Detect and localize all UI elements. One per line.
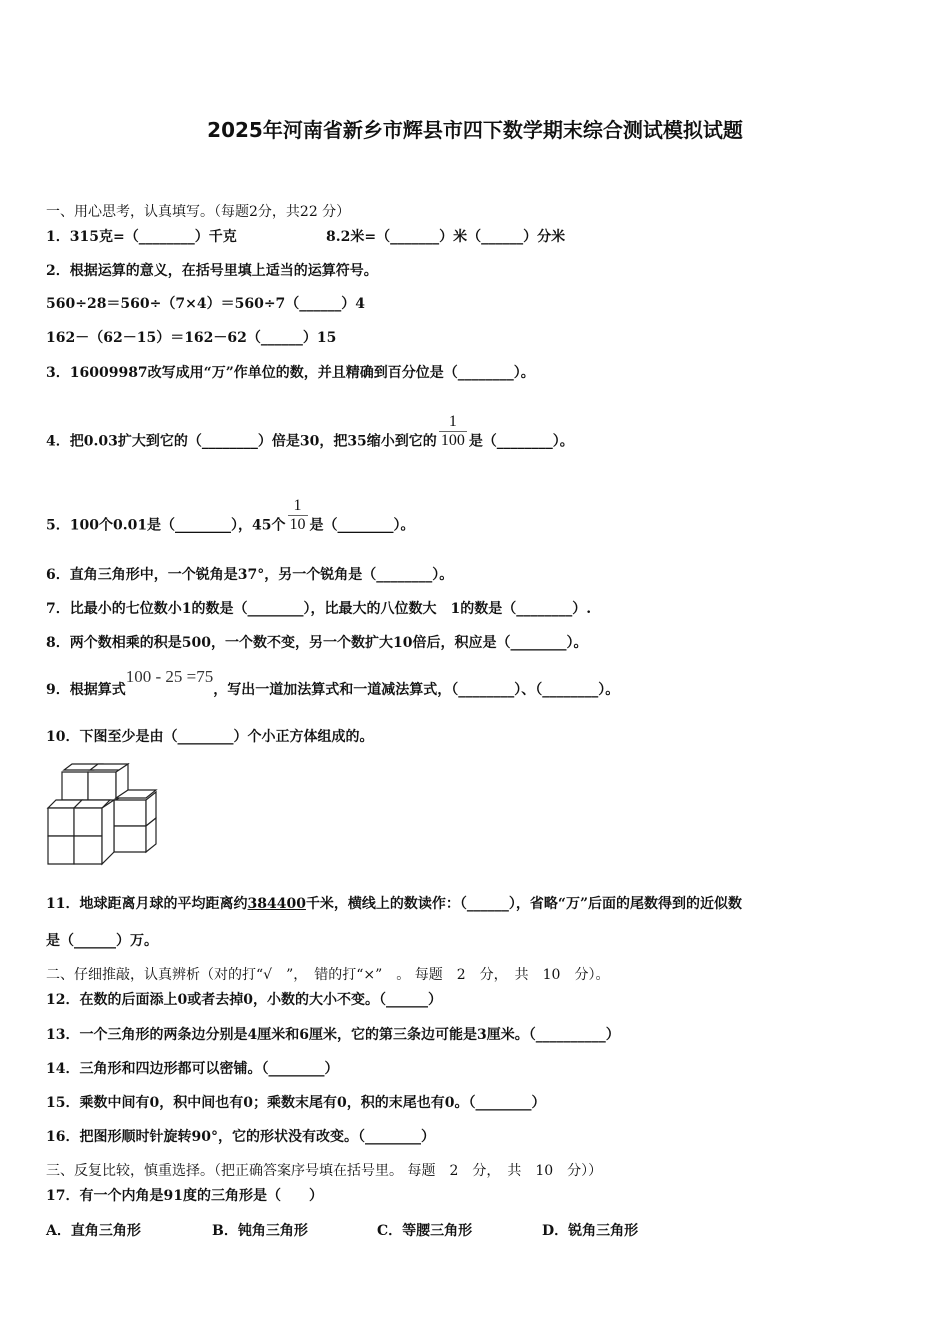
fraction-numerator: 1	[439, 413, 467, 432]
cube-front-face	[114, 826, 146, 852]
fraction-denominator: 10	[289, 516, 306, 533]
cube-front-face	[48, 836, 74, 864]
question-1b: 8.2米=（_______）米（______）分米	[326, 229, 566, 245]
question-11-line2: 是（______）万。	[46, 933, 158, 949]
question-2: 2．根据运算的意义，在括号里填上适当的运算符号。	[46, 263, 378, 279]
question-11	[46, 895, 742, 913]
question-4	[46, 413, 574, 460]
question-17: 17．有一个内角是91度的三角形是（ ）	[46, 1188, 323, 1204]
cube-front-face	[114, 800, 146, 826]
option-a: A．直角三角形	[46, 1223, 141, 1239]
section2-heading: 二、仔细推敲，认真辨析（对的打“√ ”， 错的打“×” 。 每题 2 分， 共 10 分）。	[46, 967, 610, 983]
question-2a: 560÷28＝560÷（7×4）＝560÷7（______）4	[46, 296, 366, 312]
fraction-1-10	[288, 497, 308, 534]
cube-front-face	[74, 808, 102, 836]
question-6: 6．直角三角形中，一个锐角是37°，另一个锐角是（________）。	[46, 567, 454, 583]
question-10: 10．下图至少是由（________）个小正方体组成的。	[46, 729, 374, 745]
question-7: 7．比最小的七位数小1的数是（________），比最大的八位数大 1的数是（________）.	[46, 601, 592, 617]
question-15: 15．乘数中间有0，积中间也有0；乘数末尾有0，积的末尾也有0。（________）	[46, 1095, 546, 1111]
question-14: 14．三角形和四边形都可以密铺。（________）	[46, 1061, 339, 1077]
question-5-post: 是（________）。	[309, 517, 415, 534]
question-9-pre: 9．根据算式	[46, 682, 126, 698]
cube-front-face	[88, 772, 116, 800]
cube-front-face	[74, 836, 102, 864]
fraction-1-100	[439, 413, 467, 450]
question-4-pre: 4．把0.03扩大到它的（________）倍是30，把35缩小到它的	[46, 433, 437, 450]
option-d: D．锐角三角形	[542, 1223, 639, 1239]
cube-side-face	[102, 800, 114, 864]
question-2b: 162－（62－15）＝162－62（______）15	[46, 330, 337, 346]
question-16: 16．把图形顺时针旋转90°，它的形状没有改变。（________）	[46, 1129, 435, 1145]
cube-front-face	[62, 772, 88, 800]
question-1a: 1．315克=（________）千克	[46, 229, 237, 245]
equation: 100 - 25 =75	[125, 667, 214, 686]
question-5	[46, 497, 415, 544]
question-11-pre: 11．地球距离月球的平均距离约	[46, 896, 248, 912]
underlined-number: 384400	[247, 896, 306, 912]
page-title: 2025年河南省新乡市辉县市四下数学期末综合测试模拟试题	[207, 118, 743, 142]
question-12: 12．在数的后面添上0或者去掉0，小数的大小不变。（______）	[46, 992, 442, 1008]
option-b: B．钝角三角形	[212, 1223, 308, 1239]
cube-front-face	[48, 808, 74, 836]
question-4-post: 是（________）。	[468, 433, 574, 450]
question-3: 3．16009987改写成用“万”作单位的数，并且精确到百分位是（________）。	[46, 365, 535, 381]
fraction-denominator: 100	[440, 432, 465, 449]
question-8: 8．两个数相乘的积是500，一个数不变，另一个数扩大10倍后，积应是（________）。	[46, 635, 588, 651]
fraction-numerator: 1	[288, 497, 308, 516]
question-9-post: ，写出一道加法算式和一道减法算式，（________）、（________）。	[213, 682, 620, 698]
section3-heading: 三、反复比较，慎重选择。（把正确答案序号填在括号里。 每题 2 分， 共 10 分））	[46, 1163, 603, 1179]
question-5-pre: 5．100个0.01是（________），45个	[46, 517, 286, 534]
section1-heading: 一、用心思考，认真填写。（每题2分，共22 分）	[46, 204, 351, 220]
question-9	[46, 667, 620, 699]
question-11-post: 千米，横线上的数读作：（______），省略“万”后面的尾数得到的近似数	[305, 896, 743, 912]
question-13: 13．一个三角形的两条边分别是4厘米和6厘米，它的第三条边可能是3厘米。（__________）	[46, 1027, 620, 1043]
cube-stack-figure	[46, 760, 166, 870]
option-c: C．等腰三角形	[377, 1223, 473, 1239]
